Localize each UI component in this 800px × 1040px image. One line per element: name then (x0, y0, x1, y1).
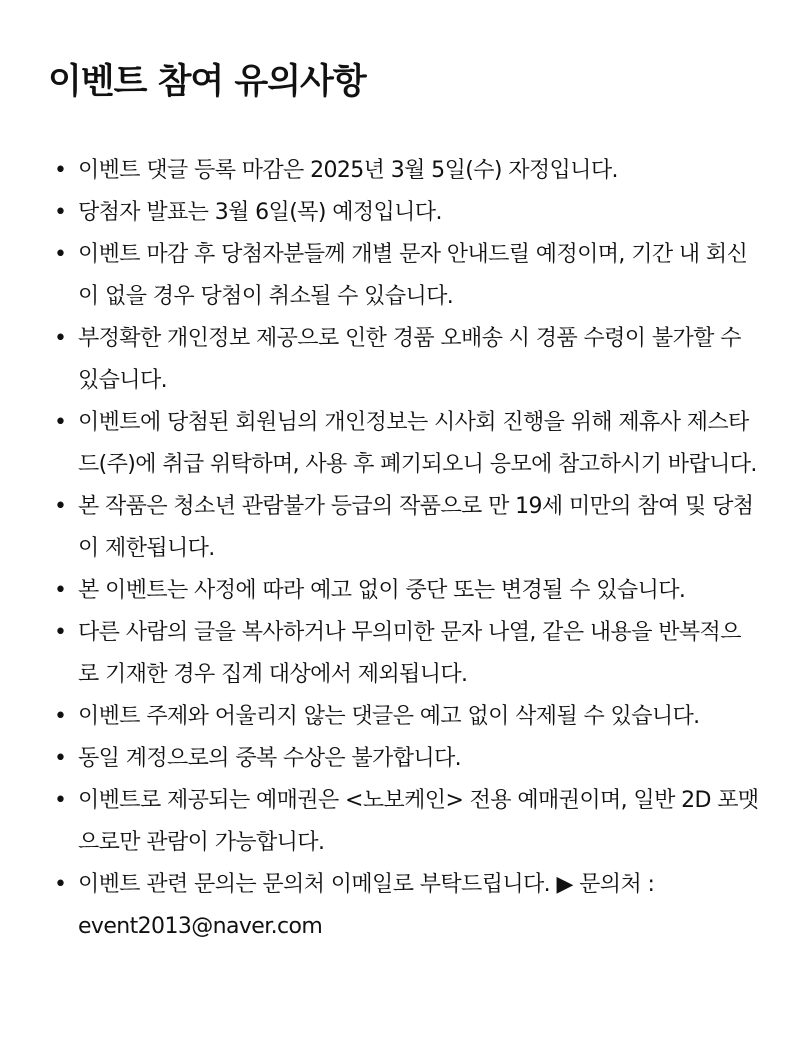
list-item-text: 당첨자 발표는 3월 6일(목) 예정입니다. (78, 200, 442, 225)
list-item-text: 다른 사람의 글을 복사하거나 무의미한 문자 나열, 같은 내용을 반복적으로 기재한 경우 집계 대상에서 제외됩니다. (78, 620, 741, 687)
list-item-text: 동일 계정으로의 중복 수상은 불가합니다. (78, 746, 462, 771)
list-item (48, 150, 760, 192)
list-item-text: 이벤트 댓글 등록 마감은 2025년 3월 5일(수) 자정입니다. (78, 158, 618, 183)
page-title: 이벤트 참여 유의사항 (48, 62, 366, 102)
list-item (48, 696, 760, 738)
list-item-text: 이벤트 마감 후 당첨자분들께 개별 문자 안내드릴 예정이며, 기간 내 회신이 없을 경우 당첨이 취소될 수 있습니다. (78, 242, 748, 309)
list-item-text: 부정확한 개인정보 제공으로 인한 경품 오배송 시 경품 수령이 불가할 수 있습니다. (78, 326, 741, 393)
bullet-icon: • (54, 242, 67, 267)
notice-list (48, 150, 760, 948)
bullet-icon: • (54, 788, 67, 813)
list-item (48, 234, 760, 318)
bullet-icon: • (54, 578, 67, 603)
list-item (48, 402, 760, 486)
list-item (48, 192, 760, 234)
bullet-icon: • (54, 410, 67, 435)
bullet-icon: • (54, 620, 67, 645)
list-item-text: 이벤트로 제공되는 예매권은 <노보케인> 전용 예매권이며, 일반 2D 포맷으로만 관람이 가능합니다. (78, 788, 759, 855)
bullet-icon: • (54, 200, 67, 225)
list-item-text: 이벤트에 당첨된 회원님의 개인정보는 시사회 진행을 위해 제휴사 제스타드(주)에 취급 위탁하며, 사용 후 폐기되오니 응모에 참고하시기 바랍니다. (78, 410, 757, 477)
list-item (48, 318, 760, 402)
list-item-text: 본 이벤트는 사정에 따라 예고 없이 중단 또는 변경될 수 있습니다. (78, 578, 686, 603)
list-item (48, 486, 760, 570)
bullet-icon: • (54, 872, 67, 897)
bullet-icon: • (54, 494, 67, 519)
bullet-icon: • (54, 746, 67, 771)
list-item-text: 이벤트 주제와 어울리지 않는 댓글은 예고 없이 삭제될 수 있습니다. (78, 704, 700, 729)
list-item (48, 738, 760, 780)
list-item-text: 이벤트 관련 문의는 문의처 이메일로 부탁드립니다. ▶ 문의처 : event2013@naver.com (78, 872, 655, 939)
bullet-icon: • (54, 158, 67, 183)
list-item (48, 780, 760, 864)
bullet-icon: • (54, 326, 67, 351)
list-item (48, 570, 760, 612)
list-item-text: 본 작품은 청소년 관람불가 등급의 작품으로 만 19세 미만의 참여 및 당첨이 제한됩니다. (78, 494, 754, 561)
bullet-icon: • (54, 704, 67, 729)
list-item (48, 612, 760, 696)
list-item (48, 864, 760, 948)
